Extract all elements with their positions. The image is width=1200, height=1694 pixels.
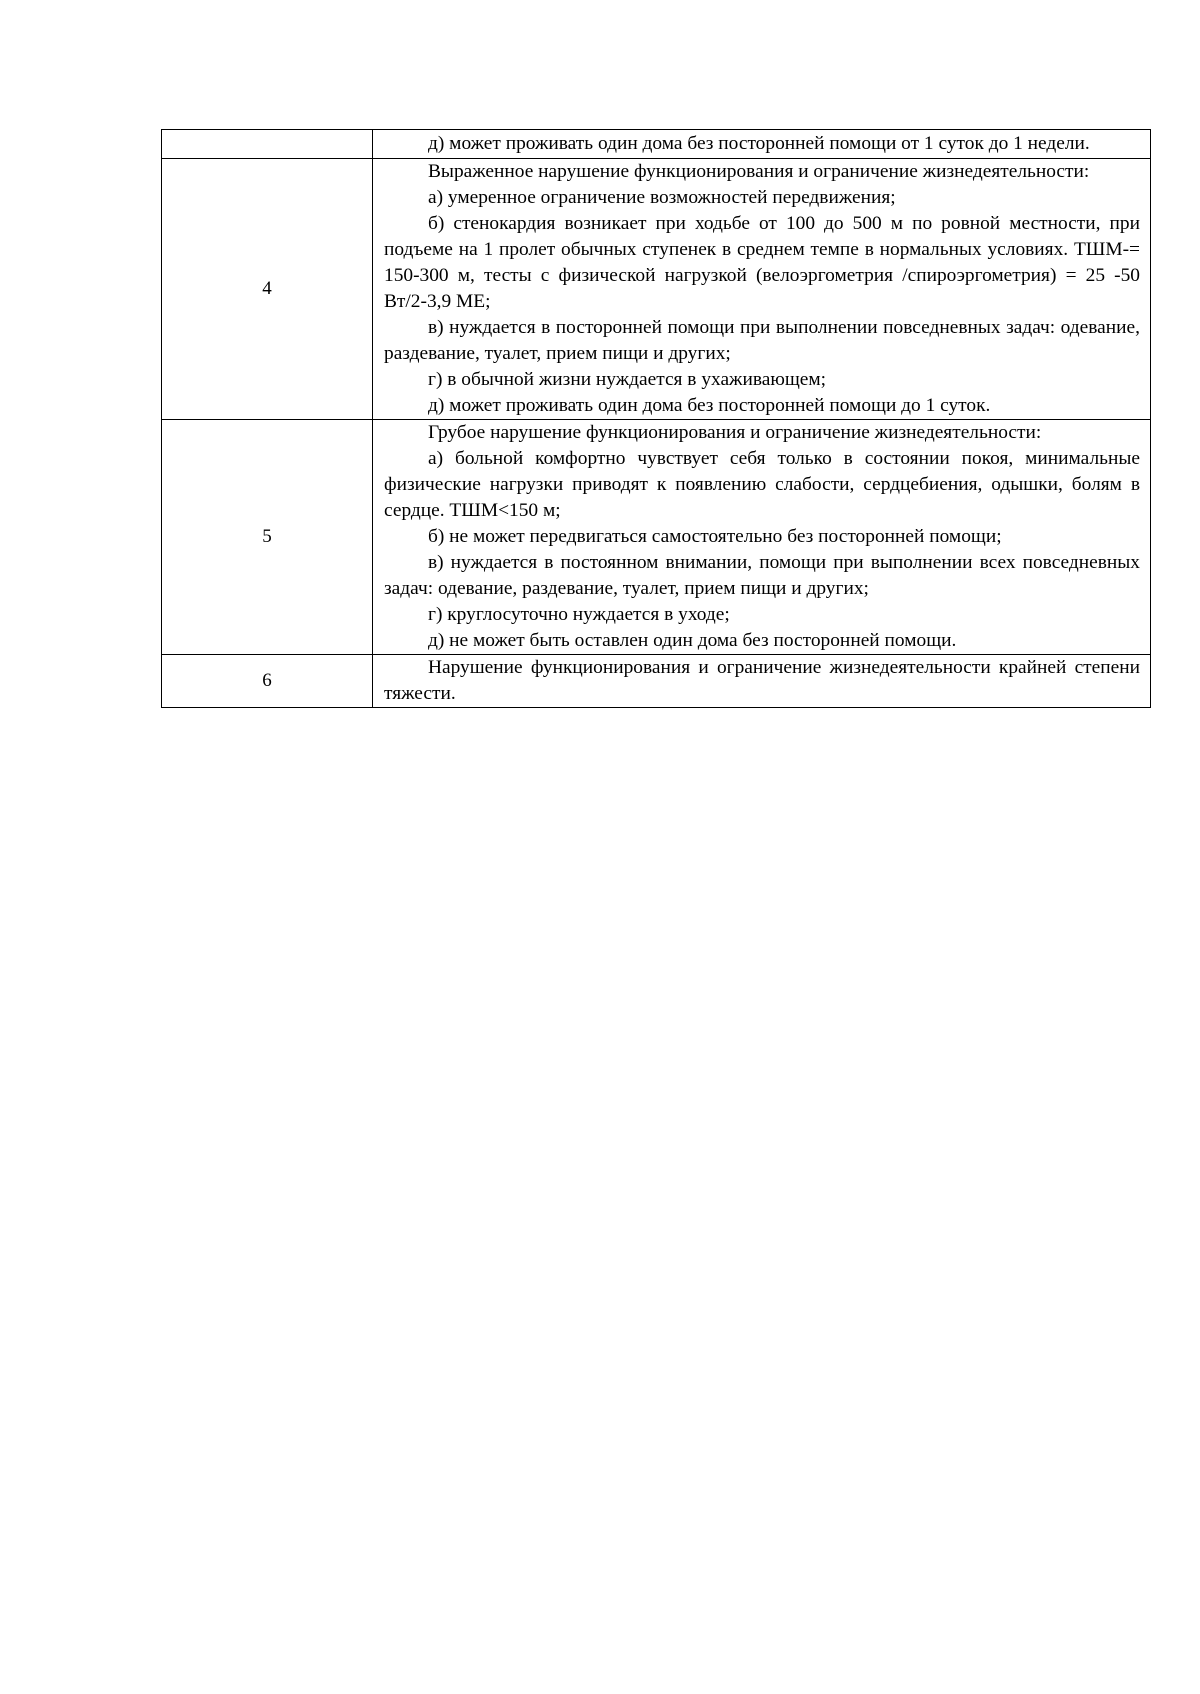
description-paragraph: Выраженное нарушение функционирования и ограничение жизнедеятельности: xyxy=(428,161,1090,182)
description-paragraph: а) больной комфортно чувствует себя только в состоянии покоя, минимальные физические нагрузки приводят к появлению слабости, сердцебиения, одышки, болям в сердце. ТШМ<150 м; xyxy=(384,448,1140,521)
grade-number-cell xyxy=(162,130,373,159)
description-paragraph: Нарушение функционирования и ограничение жизнедеятельности крайней степени тяжести. xyxy=(384,657,1140,704)
severity-table xyxy=(161,129,1151,708)
description-paragraph: д) может проживать один дома без посторонней помощи до 1 суток. xyxy=(428,395,991,416)
description-paragraph: г) круглосуточно нуждается в уходе; xyxy=(428,604,730,625)
grade-description-cell xyxy=(373,655,1151,708)
table-row xyxy=(162,130,1151,159)
grade-description-cell xyxy=(373,159,1151,420)
table-row xyxy=(162,655,1151,708)
description-paragraph: г) в обычной жизни нуждается в ухаживающем; xyxy=(428,369,827,390)
grade-number-cell: 5 xyxy=(162,420,373,655)
table-row xyxy=(162,420,1151,655)
description-paragraph: а) умеренное ограничение возможностей передвижения; xyxy=(428,187,896,208)
description-paragraph: Грубое нарушение функционирования и ограничение жизнедеятельности: xyxy=(428,422,1042,443)
table-row xyxy=(162,159,1151,420)
description-paragraph: б) стенокардия возникает при ходьбе от 100 до 500 м по ровной местности, при подъеме на 1 пролет обычных ступенек в среднем темпе в нормальных условиях. ТШМ-= 150-300 м, тесты с физической нагрузкой (велоэргометрия /спироэргометрия) = 25 -50 Вт/2-3,9 МЕ; xyxy=(384,213,1140,312)
description-paragraph: в) нуждается в постоянном внимании, помощи при выполнении всех повседневных задач: одевание, раздевание, туалет, прием пищи и других; xyxy=(384,552,1140,599)
description-paragraph: в) нуждается в посторонней помощи при выполнении повседневных задач: одевание, раздевание, туалет, прием пищи и других; xyxy=(384,317,1140,364)
grade-description-cell xyxy=(373,130,1151,159)
description-paragraph: б) не может передвигаться самостоятельно без посторонней помощи; xyxy=(428,526,1002,547)
grade-number-cell: 6 xyxy=(162,655,373,708)
description-paragraph: д) не может быть оставлен один дома без посторонней помощи. xyxy=(428,630,957,651)
description-paragraph: д) может проживать один дома без посторонней помощи от 1 суток до 1 недели. xyxy=(428,133,1090,154)
grade-number-cell: 4 xyxy=(162,159,373,420)
grade-description-cell xyxy=(373,420,1151,655)
